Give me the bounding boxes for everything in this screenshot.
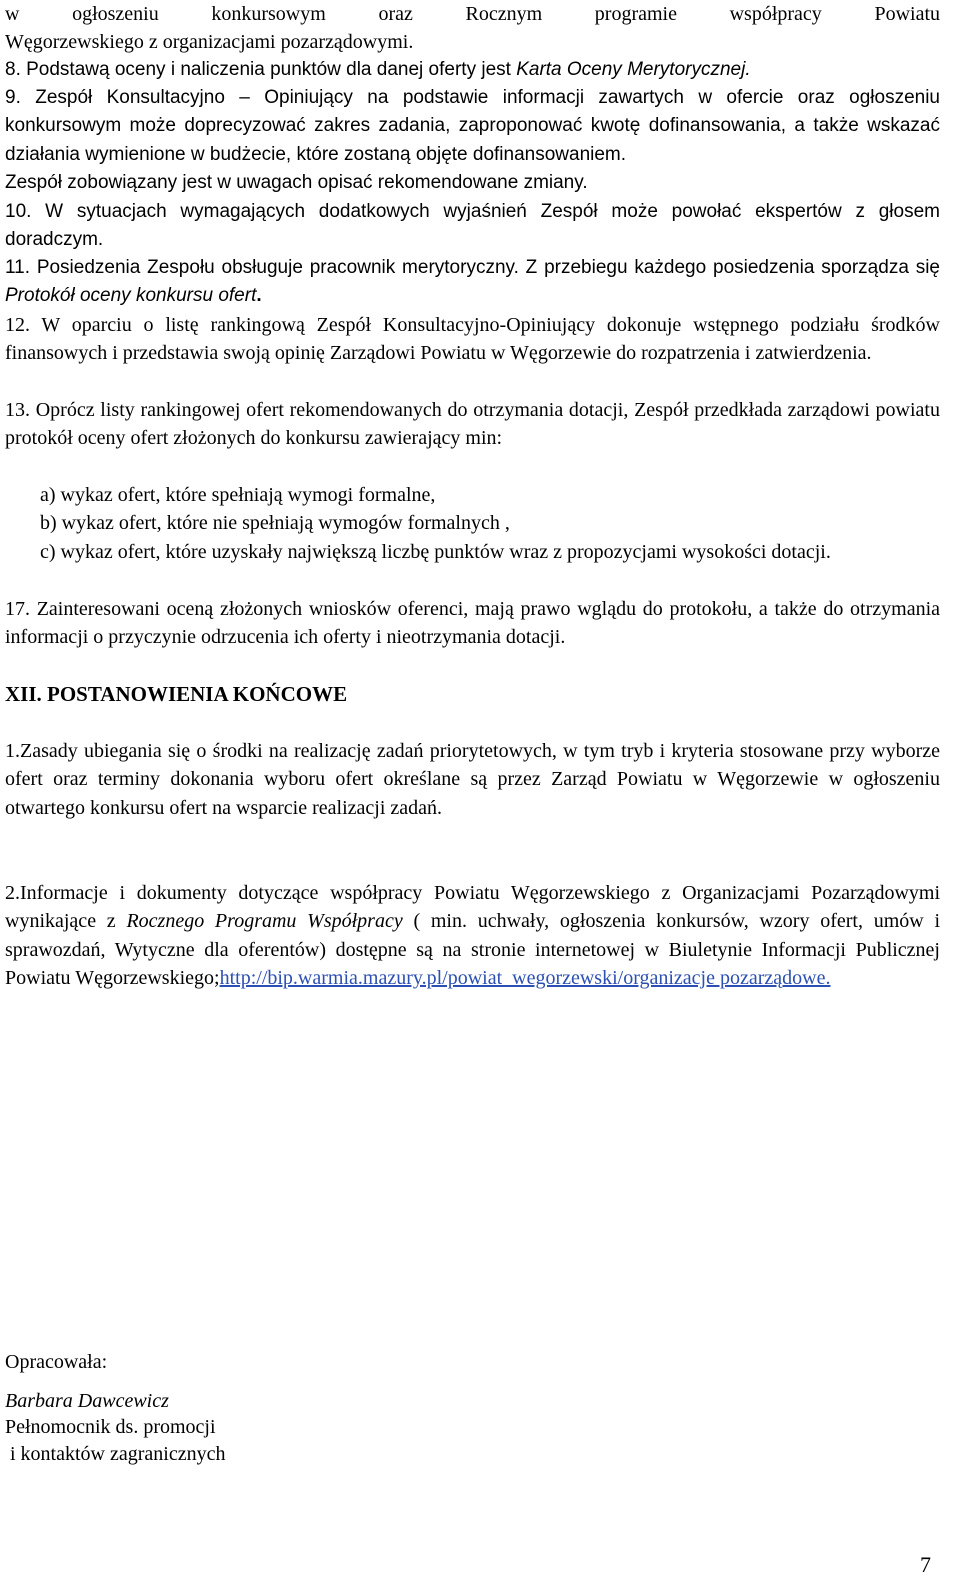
author-name: Barbara Dawcewicz xyxy=(5,1390,169,1412)
list-item: a) wykaz ofert, które spełniają wymogi formalne, xyxy=(40,484,436,506)
item-9 xyxy=(5,84,940,198)
item-17: 17. Zainteresowani oceną złożonych wniosków oferenci, mają prawo wglądu do protokołu, a także do otrzymania informacji o przyczynie odrzucenia ich oferty i nieotrzymania dotacji. xyxy=(5,598,940,649)
item-12: 12. W oparciu o listę rankingową Zespół Konsultacyjno-Opiniujący dokonuje wstępnego podziału środków finansowych i przedstawia swoją opinię Zarządowi Powiatu w Węgorzewie do rozpatrzenia i zatwierdzenia. xyxy=(5,314,940,365)
prepared-by-label: Opracowała: xyxy=(5,1351,108,1373)
item-11-text: 11. Posiedzenia Zespołu obsługuje pracownik merytoryczny. Z przebiegu każdego posiedzenia sporządza się xyxy=(5,257,940,278)
item-10: 10. W sytuacjach wymagających dodatkowych wyjaśnień Zespół może powołać ekspertów z głosem doradczym. xyxy=(5,201,940,251)
final-provision-2-italic: Rocznego Programu Współpracy xyxy=(126,910,403,933)
list-item: b) wykaz ofert, które nie spełniają wymogów formalnych , xyxy=(40,512,510,535)
section-heading: XII. POSTANOWIENIA KOŃCOWE xyxy=(5,682,348,706)
final-provision-2-text: 2.Informacje i dokumenty dotyczące współpracy Powiatu Węgorzewskiego z Organizacjami Pozarządowymi wynikające z xyxy=(5,882,940,933)
signature-block xyxy=(5,1349,225,1469)
list-item: c) wykaz ofert, które uzyskały największą liczbę punktów wraz z propozycjami wysokości dotacji. xyxy=(40,540,831,563)
author-title-line1: Pełnomocnik ds. promocji xyxy=(5,1416,216,1438)
item-9-note: Zespół zobowiązany jest w uwagach opisać rekomendowane zmiany. xyxy=(5,172,588,194)
bip-link[interactable]: http://bip.warmia.mazury.pl/powiat_wegorzewski/organizacje pozarządowe. xyxy=(219,967,831,990)
author-title-line2: i kontaktów zagranicznych xyxy=(5,1443,226,1465)
paragraph-continuation-line1: w ogłoszeniu konkursowym oraz Rocznym programie współpracy Powiatu xyxy=(5,3,940,25)
item-8 xyxy=(5,56,751,84)
final-provision-2-text-cont: ( min. uchwały, ogłoszenia konkursów, wzory ofert, umów i sprawozdań, Wytyczne dla oferentów) dostępne są na stronie internetowej w Biuletynie Informacji Publicznej Powiatu Węgorzewskiego; xyxy=(5,910,941,990)
final-provision-2 xyxy=(5,879,940,993)
item-8-italic: Karta Oceny Merytorycznej. xyxy=(516,59,751,80)
item-11-italic: Protokół oceny konkursu ofert xyxy=(5,285,257,307)
item-13: 13. Oprócz listy rankingowej ofert rekomendowanych do otrzymania dotacji, Zespół przedkłada zarządowi powiatu protokół oceny ofert złożonych do konkursu zawierający min: xyxy=(5,399,940,450)
final-provision-1: 1.Zasady ubiegania się o środki na realizację zadań priorytetowych, w tym tryb i kryteria stosowane przy wyborze ofert oraz terminy dokonania wyboru ofert określane są przez Zarząd Powiatu w Węgorzewie w ogłoszeniu otwartego konkursu ofert na wsparcie realizacji zadań. xyxy=(5,740,940,819)
page-number: 7 xyxy=(920,1552,931,1577)
item-8-text: 8. Podstawą oceny i naliczenia punktów dla danej oferty jest xyxy=(5,59,517,80)
item-11-end: . xyxy=(256,285,262,307)
paragraph-continuation-line2: Węgorzewskiego z organizacjami pozarządowymi. xyxy=(5,31,414,53)
item-13-list xyxy=(5,481,940,566)
item-11 xyxy=(5,254,940,311)
item-9-text: 9. Zespół Konsultacyjno – Opiniujący na podstawie informacji zawartych w ofercie oraz ogłoszeniu konkursowym może doprecyzować zakres zadania, zaproponować kwotę dofinansowania, a także wskazać działania wymienione w budżecie, które zostaną objęte dofinansowaniem. xyxy=(5,87,940,165)
